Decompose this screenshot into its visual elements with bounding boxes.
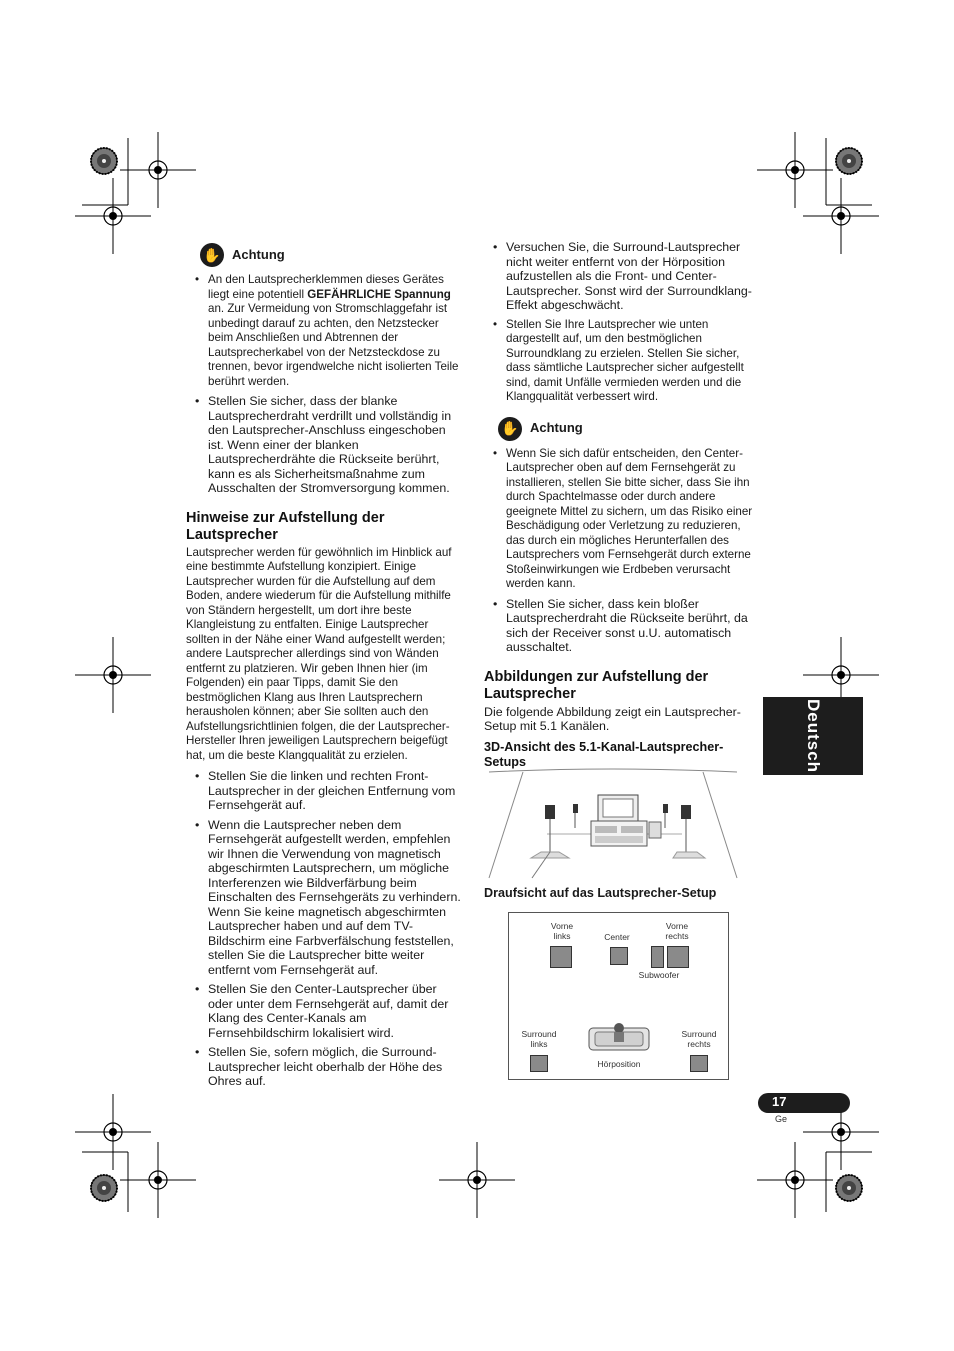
surround-left-label: Surround links bbox=[521, 1029, 557, 1049]
caution-hand-icon: ✋ bbox=[498, 417, 522, 441]
right-column bbox=[484, 240, 759, 770]
placement-tips-list-continued bbox=[484, 240, 759, 405]
caution-item: • Stellen Sie sicher, dass der blanke Lautsprecherdraht verdrillt und vollständig in den Lautsprecher-Anschluss eingeschoben ist. Wenn einer der blanken Lautsprecherdrähte die Rückseite berührt, kann es als Sicherheitsmaßnahme zum Ausschalten der Stromversorgung kommen. bbox=[208, 394, 464, 496]
caution-list-left bbox=[186, 273, 464, 496]
caution-title: Achtung bbox=[232, 246, 285, 262]
list-item: • Versuchen Sie, die Surround-Lautsprecher nicht weiter entfernt von der Hörposition aufzustellen als die Front- und Center-Lautsprecher. Sonst wird der Surroundklang-Effekt abgeschwächt. bbox=[506, 240, 759, 313]
subwoofer-speaker bbox=[651, 946, 664, 968]
list-item: • Stellen Sie die linken und rechten Front-Lautsprecher in der gleichen Entfernung vom Fernsehgerät auf. bbox=[208, 769, 464, 813]
left-column bbox=[186, 243, 464, 1094]
surround-right-label: Surround rechts bbox=[681, 1029, 717, 1049]
language-tab bbox=[763, 697, 863, 775]
caution-item: • Stellen Sie sicher, dass kein bloßer Lautsprecherdraht die Rückseite berührt, da sich der Receiver sonst u.U. automatisch ausschaltet. bbox=[506, 597, 759, 655]
caution-header-right bbox=[498, 417, 759, 441]
caution-item: • Wenn Sie sich dafür entscheiden, den Center-Lautsprecher oben auf dem Fernsehgerät zu installieren, stellen Sie bitte sicher, dass Sie ihn durch Spachtelmasse oder durch andere geeignete Mittel zu sichern, um das Risiko einer Beschädigung oder Verletzung zu reduzieren, das durch ein mögliches Herunterfallen des Lautsprechers vom Fernsehgerät durch externe Stoßeinwirkungen wie Erdbeben verursacht werden kann. bbox=[506, 447, 759, 592]
center-label: Center bbox=[604, 932, 630, 942]
front-left-speaker bbox=[550, 946, 572, 968]
caution-title: Achtung bbox=[530, 420, 583, 436]
3d-speaker-setup-illustration bbox=[487, 766, 739, 882]
list-item: • Stellen Sie den Center-Lautsprecher über oder unter dem Fernsehgerät auf, damit der Klang des Center-Kanals am Fernsehbildschirm lokalisiert wird. bbox=[208, 982, 464, 1040]
caution-hand-icon: ✋ bbox=[200, 243, 224, 267]
caution-header-left bbox=[200, 243, 464, 267]
section-body-placement: Lautsprecher werden für gewöhnlich im Hinblick auf eine bestimmte Aufstellung konzipiert. Einige Lautsprecher wurden für die Aufstellung auf dem Boden, andere wiederum für die Aufstellung mithilfe von Ständern hergestellt, um dort ihre beste Klangleistung zu entfalten. Einige Lautsprecher sollten in der Nähe einer Wand aufgestellt werden; andere Lautsprecher allerdings sind von Wänden entfernt zu platzieren. Wir geben Ihnen hier (im Folgenden) ein paar Tipps, damit Sie den bestmöglichen Klang aus Ihren Lautsprechern herausholen können; aber Sie sollten auch den Aufstellungsrichtlinien folgen, die der Lautsprecher-Hersteller Ihren jeweiligen Lautsprechern beigefügt hat, um die beste Klangqualität zu erzielen. bbox=[186, 545, 452, 762]
listening-position-label: Hörposition bbox=[597, 1059, 641, 1069]
section-heading-illustrations: Abbildungen zur Aufstellung der Lautsprecher bbox=[484, 668, 709, 702]
top-view-diagram bbox=[508, 912, 729, 1080]
page-language-code: Ge bbox=[775, 1114, 788, 1124]
surround-right-speaker bbox=[690, 1055, 708, 1072]
center-speaker bbox=[610, 947, 628, 965]
page-number-badge bbox=[758, 1093, 850, 1113]
placement-tips-list bbox=[186, 769, 464, 1089]
sofa-icon bbox=[587, 1020, 651, 1054]
list-item: • Wenn die Lautsprecher neben dem Fernsehgerät aufgestellt werden, empfehlen wir Ihnen die Verwendung von magnetisch abgeschirmten Lautsprechern, um mögliche Interferenzen wie Bildverfärbung beim Einschalten des Fernsehgeräts zu verhindern. Wenn Sie keine magnetisch abgeschirmten Lautsprecher haben und auf dem TV-Bildschirm eine Farbverfälschung feststellen, stellen Sie die Lautsprecher bitte weiter entfernt vom Fernsehgerät auf. bbox=[208, 818, 464, 978]
page-number: 17 bbox=[772, 1094, 787, 1109]
figure-title-top-view: Draufsicht auf das Lautsprecher-Setup bbox=[484, 886, 717, 900]
caution-item: • An den Lautsprecherklemmen dieses Gerätes liegt eine potentiell GEFÄHRLICHE Spannung an. Zur Vermeidung von Stromschlaggefahr ist unbedingt darauf zu achten, den Netzstecker beim Anschließen und Abtrennen der Lautsprecherkabel von der Netzsteckdose zu trennen, bevor irgendwelche nicht isolierten Teile berührt werden. bbox=[208, 273, 464, 389]
front-right-label: Vorne rechts bbox=[665, 921, 689, 941]
surround-left-speaker bbox=[530, 1055, 548, 1072]
list-item: • Stellen Sie Ihre Lautsprecher wie unten dargestellt auf, um den bestmöglichen Surroundklang zu erzielen. Stellen Sie sicher, dass sämtliche Lautsprecher sicher aufgestellt sind, damit Unfälle vermieden werden und die Klangqualität verbessert wird. bbox=[506, 318, 759, 405]
front-right-speaker bbox=[667, 946, 689, 968]
front-left-label: Vorne links bbox=[550, 921, 574, 941]
caution-list-right bbox=[484, 447, 759, 655]
subwoofer-label: Subwoofer bbox=[638, 970, 680, 980]
figure-title-3d: 3D-Ansicht des 5.1-Kanal-Lautsprecher-Setups bbox=[484, 739, 724, 769]
list-item: • Stellen Sie, sofern möglich, die Surround-Lautsprecher leicht oberhalb der Höhe des Ohres auf. bbox=[208, 1045, 464, 1089]
section-heading-placement: Hinweise zur Aufstellung der Lautsprecher bbox=[186, 509, 385, 543]
section-body-illustrations: Die folgende Abbildung zeigt ein Lautsprecher-Setup mit 5.1 Kanälen. bbox=[484, 704, 741, 733]
language-tab-label: Deutsch bbox=[804, 698, 823, 774]
